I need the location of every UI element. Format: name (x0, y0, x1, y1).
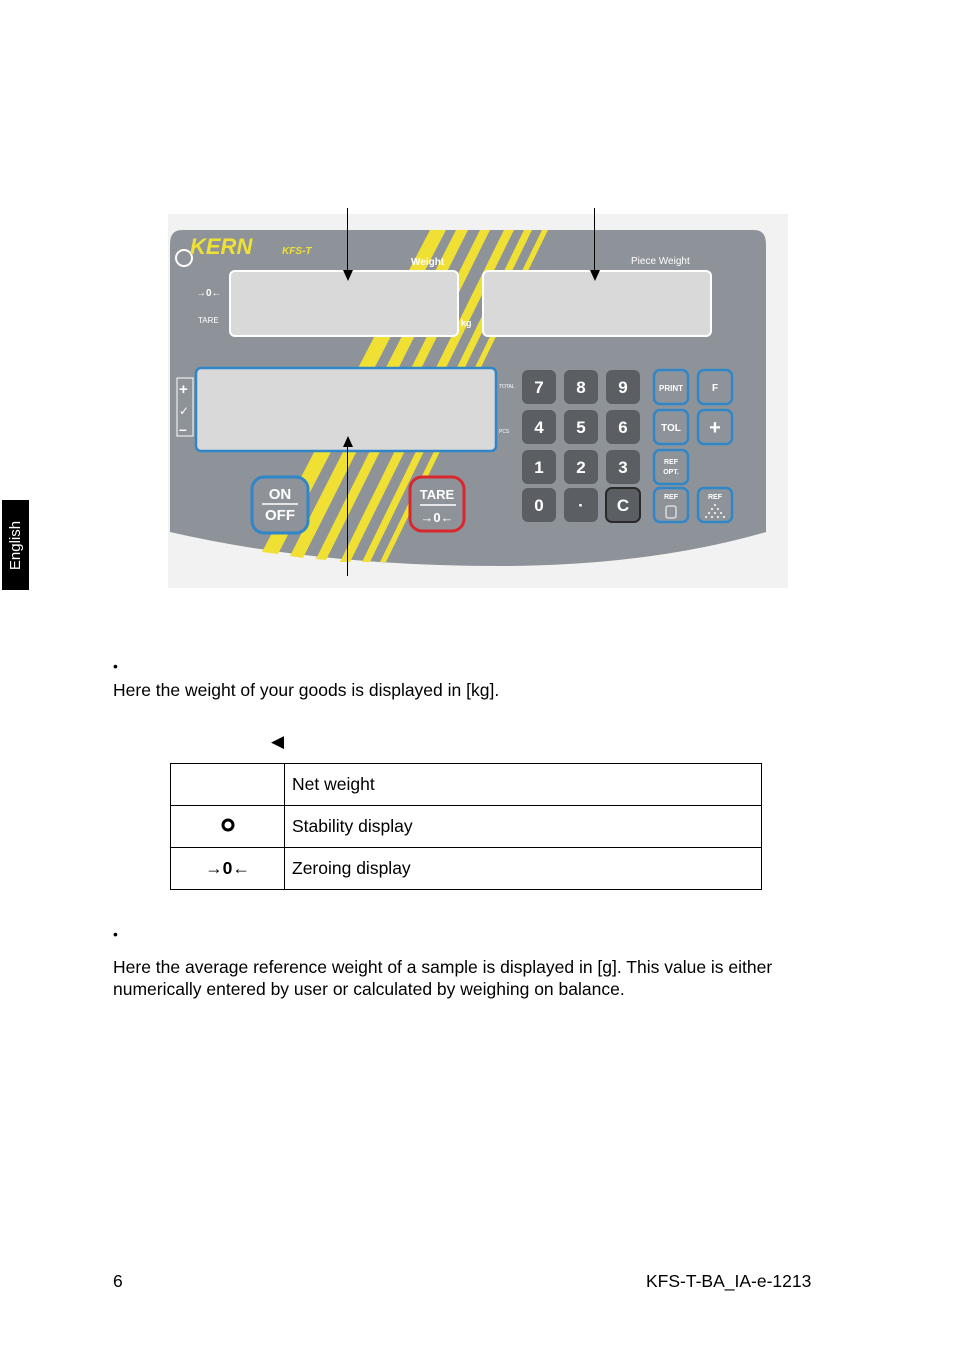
weight-description: Here the weight of your goods is displayed in [kg]. (113, 680, 500, 700)
svg-text:4: 4 (534, 418, 544, 437)
piece-weight-pointer-line (594, 208, 595, 272)
weight-pointer-arrow (343, 270, 353, 281)
page-number: 6 (113, 1271, 123, 1291)
kg-unit-label: kg (461, 318, 472, 328)
weight-display-label: Weight (411, 257, 445, 268)
stability-icon (171, 806, 285, 848)
svg-text:REF: REF (708, 494, 722, 501)
tare-indicator-label: TARE (198, 316, 219, 325)
table-row (171, 848, 762, 890)
language-tab-label: English (7, 520, 25, 570)
svg-text:→0←: →0← (420, 510, 454, 525)
svg-text:F: F (711, 383, 719, 394)
svg-text:6: 6 (618, 418, 628, 437)
table-row (171, 806, 762, 848)
svg-text:OFF: OFF (265, 507, 295, 524)
svg-text:ON: ON (268, 486, 292, 503)
symbol-description: Net weight (285, 764, 762, 806)
svg-text:5: 5 (576, 418, 586, 437)
svg-text:TOL: TOL (661, 423, 681, 434)
svg-text:PRINT: PRINT (659, 384, 683, 393)
zero-indicator-label: →0← (196, 288, 222, 299)
svg-text:2: 2 (576, 458, 586, 477)
symbol-table (170, 763, 762, 890)
tare-button[interactable] (410, 477, 464, 531)
svg-text:–: – (179, 421, 187, 437)
piece-weight-description-line2: numerically entered by user or calculated by weighing on balance. (113, 979, 625, 999)
svg-text:1: 1 (534, 458, 544, 477)
svg-text:TARE: TARE (419, 487, 455, 502)
svg-text:7: 7 (534, 378, 544, 397)
count-pointer-arrow (343, 436, 353, 447)
svg-text:OPT.: OPT. (663, 469, 679, 476)
svg-text:KERN: KERN (190, 234, 253, 259)
piece-weight-pointer-arrow (590, 270, 600, 281)
net-weight-symbol (171, 764, 285, 806)
svg-text:REF: REF (664, 494, 678, 501)
language-tab (2, 500, 29, 590)
symbol-description: Zeroing display (285, 848, 762, 890)
svg-text:+: + (179, 381, 188, 398)
svg-text:C: C (616, 496, 630, 515)
weight-bullet: • (113, 658, 118, 674)
svg-text:REF: REF (664, 459, 678, 466)
count-pointer-line (347, 446, 348, 576)
svg-text:3: 3 (618, 458, 628, 477)
document-id: KFS-T-BA_IA-e-1213 (646, 1271, 812, 1291)
symbol-description: Stability display (285, 806, 762, 848)
weight-pointer-line (347, 208, 348, 272)
svg-text:+: + (709, 417, 721, 439)
svg-text:KFS-T: KFS-T (282, 246, 312, 257)
table-row (171, 764, 762, 806)
pcs-label: PCS (499, 429, 510, 435)
piece-weight-bullet: • (113, 926, 118, 942)
svg-text:8: 8 (576, 378, 586, 397)
piece-weight-description-line1: Here the average reference weight of a sample is displayed in [g]. This value is either (113, 957, 773, 977)
svg-text:0: 0 (534, 496, 544, 515)
total-label: TOTAL (499, 384, 515, 390)
svg-text:9: 9 (618, 378, 628, 397)
marker-triangle-icon: ◀ (271, 732, 285, 751)
zeroing-icon: →0← (171, 848, 285, 890)
svg-text:·: · (578, 496, 584, 515)
svg-text:✓: ✓ (179, 404, 190, 418)
control-panel-illustration (168, 214, 788, 588)
on-off-button[interactable] (252, 477, 308, 533)
piece-weight-display-label: Piece Weight (631, 256, 690, 267)
